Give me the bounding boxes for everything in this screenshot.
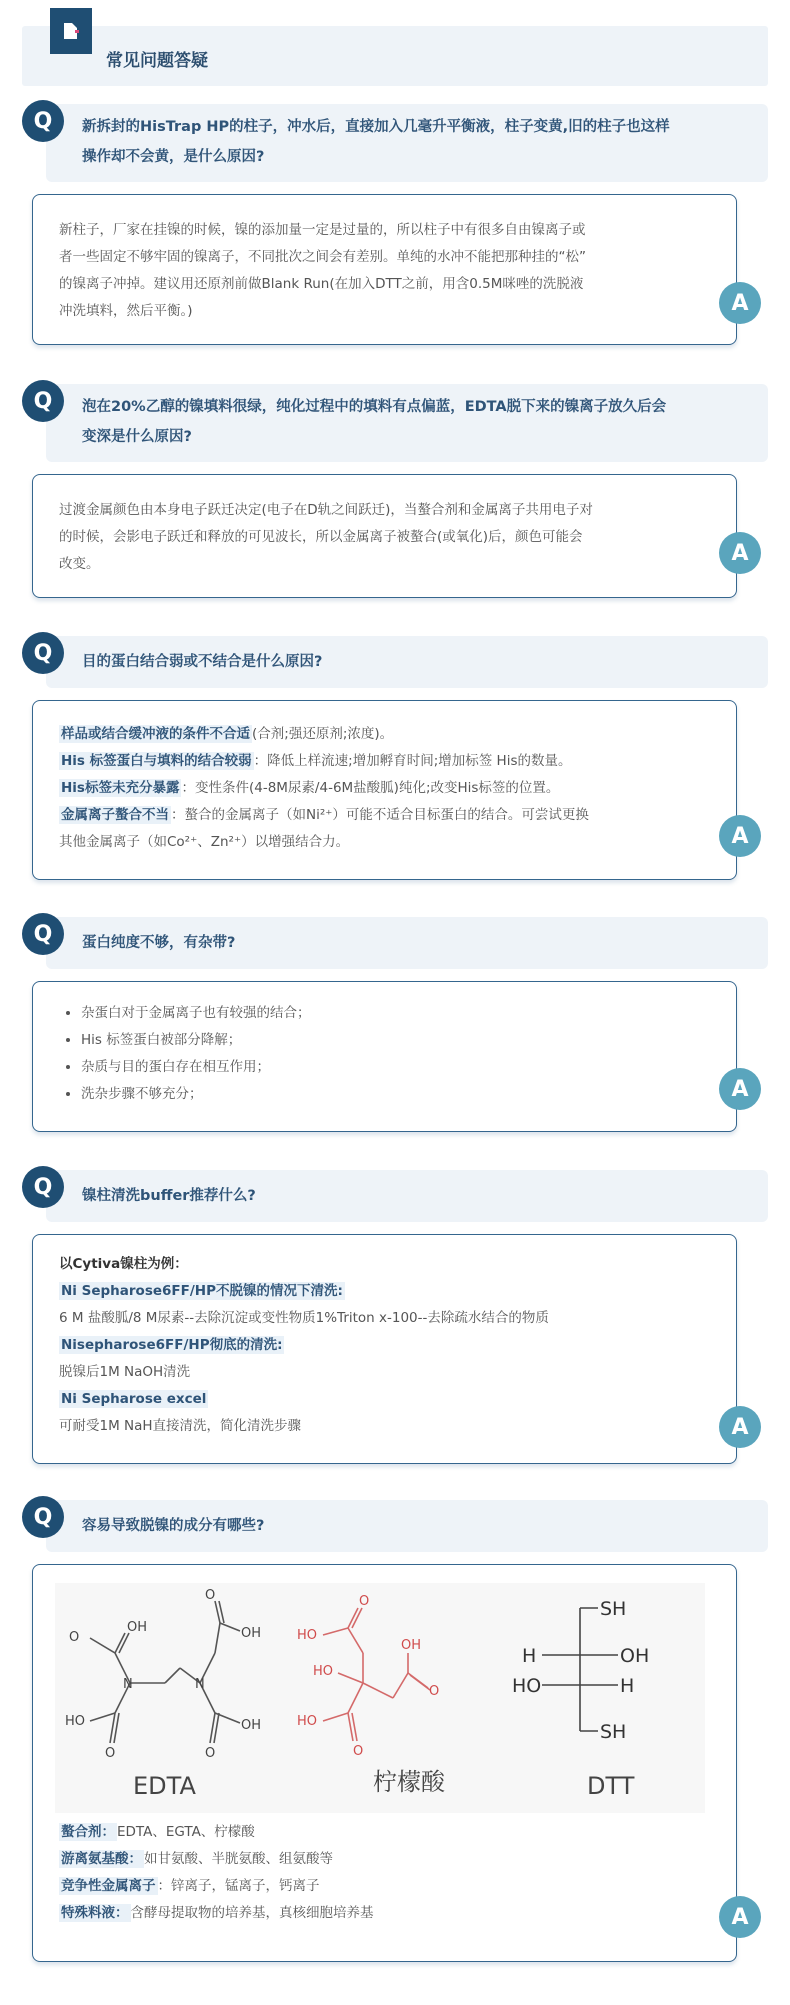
svg-text:HO: HO	[512, 1675, 542, 1697]
question-icon: Q	[22, 1166, 64, 1208]
component-highlight: 螯合剂：	[61, 1824, 115, 1840]
cleaning-heading: Nisepharose6FF/HP彻底的清洗:	[61, 1337, 283, 1353]
answer-box: 以Cytiva镍柱为例： Ni Sepharose6FF/HP不脱镍的情况下清洗: 6 M 盐酸胍/8 M尿素--去除沉淀或变性物质1%Triton x-100--去除疏水结合的物质 Nisepharose6FF/HP彻底的清洗: 脱镍后1M NaOH清洗 Ni Sepharose excel 可耐受1M NaH直接清洗，简化清洗步骤	[32, 1234, 737, 1464]
svg-text:OH: OH	[241, 1626, 262, 1641]
svg-text:SH: SH	[600, 1721, 627, 1743]
list-item: • His 标签蛋白被部分降解；	[81, 1027, 710, 1054]
svg-text:O: O	[359, 1594, 370, 1609]
answer-icon: A	[719, 1406, 761, 1448]
question-text: 蛋白纯度不够，有杂带?	[82, 935, 236, 951]
answer-icon: A	[719, 532, 761, 574]
svg-text:O: O	[205, 1746, 216, 1761]
answer-icon: A	[719, 1068, 761, 1110]
svg-text:OH: OH	[241, 1718, 262, 1733]
question-text: 目的蛋白结合弱或不结合是什么原因?	[82, 654, 323, 670]
answer-icon: A	[719, 815, 761, 857]
question-bar	[46, 104, 768, 182]
reason-highlight: His标签未充分暴露	[61, 780, 180, 796]
edta-structure	[55, 1583, 285, 1773]
component-highlight: 竞争性金属离子	[61, 1878, 156, 1894]
svg-text:O: O	[205, 1588, 216, 1603]
question-bar	[46, 1170, 768, 1222]
svg-text:H: H	[620, 1675, 635, 1697]
list-item: • 杂蛋白对于金属离子也有较强的结合；	[81, 1000, 710, 1027]
question-icon: Q	[22, 100, 64, 142]
page-title: 常见问题答疑	[106, 51, 208, 71]
dtt-label: DTT	[587, 1772, 635, 1800]
impurity-list	[59, 1000, 710, 1108]
question-text: 新拆封的HisTrap HP的柱子，冲水后，直接加入几毫升平衡液，柱子变黄,旧的柱子也这样 操作却不会黄，是什么原因?	[82, 119, 670, 165]
reason-highlight: 样品或结合缓冲液的条件不合适	[61, 726, 250, 742]
question-icon: Q	[22, 913, 64, 955]
svg-text:O: O	[69, 1630, 80, 1645]
edta-label: EDTA	[133, 1772, 196, 1800]
answer-icon: A	[719, 282, 761, 324]
question-bar	[46, 917, 768, 969]
component-highlight: 特殊料液：	[61, 1905, 129, 1921]
svg-text:O: O	[353, 1744, 364, 1759]
cleaning-heading: Ni Sepharose6FF/HP不脱镍的情况下清洗:	[61, 1283, 343, 1299]
question-icon: Q	[22, 632, 64, 674]
question-bar	[46, 384, 768, 462]
question-text: 容易导致脱镍的成分有哪些?	[82, 1518, 265, 1534]
question-icon: Q	[22, 380, 64, 422]
cleaning-intro: 以Cytiva镍柱为例：	[59, 1256, 188, 1272]
reason-highlight: His 标签蛋白与填料的结合较弱	[61, 753, 252, 769]
svg-text:N: N	[195, 1677, 205, 1692]
question-text: 镍柱清洗buffer推荐什么?	[82, 1188, 256, 1204]
answer-box: 过渡金属颜色由本身电子跃迁决定(电子在D轨之间跃迁)，当螯合剂和金属离子共用电子对 的时候，会影电子跃迁和释放的可见波长，所以金属离子被螯合(或氧化)后，颜色可能会 改变。	[32, 474, 737, 598]
chemical-structures-image	[55, 1583, 705, 1813]
svg-text:O: O	[429, 1684, 440, 1699]
question-bar	[46, 1500, 768, 1552]
svg-text:OH: OH	[401, 1638, 422, 1653]
citric-acid-label: 柠檬酸	[373, 1768, 445, 1796]
svg-text:HO: HO	[313, 1664, 334, 1679]
svg-text:HO: HO	[297, 1628, 318, 1643]
component-highlight: 游离氨基酸：	[61, 1851, 142, 1867]
list-item: • 杂质与目的蛋白存在相互作用；	[81, 1054, 710, 1081]
svg-text:O: O	[105, 1746, 116, 1761]
answer-box: O OH O OH N N HO O OH O EDTA HO O HO OH O HO O 柠檬酸 SH H OH HO H SH DTT 螯合剂： EDTA、EGTA、柠檬酸 游离氨基酸： 如甘氨酸、半胱氨酸、组氨酸等 竞争性金属离子 ：锌离子，锰离子，钙离子 特殊料液： 含酵母提取物的培养基，真核细胞培养基	[32, 1564, 737, 1962]
question-icon: Q	[22, 1496, 64, 1538]
svg-text:HO: HO	[65, 1714, 86, 1729]
dtt-structure	[510, 1583, 690, 1773]
answer-icon: A	[719, 1896, 761, 1938]
svg-text:SH: SH	[600, 1598, 627, 1620]
document-icon	[50, 8, 92, 54]
citric-acid-structure	[283, 1583, 483, 1773]
svg-text:H: H	[522, 1645, 537, 1667]
list-item: • 洗杂步骤不够充分；	[81, 1081, 710, 1108]
question-text: 泡在20%乙醇的镍填料很绿，纯化过程中的填料有点偏蓝，EDTA脱下来的镍离子放久后会 变深是什么原因?	[82, 399, 667, 445]
question-bar	[46, 636, 768, 688]
cleaning-heading: Ni Sepharose excel	[61, 1391, 207, 1407]
answer-box	[32, 981, 737, 1132]
svg-text:HO: HO	[297, 1714, 318, 1729]
svg-text:OH: OH	[620, 1645, 650, 1667]
svg-text:N: N	[123, 1677, 133, 1692]
faq-header	[22, 26, 768, 86]
svg-text:OH: OH	[127, 1620, 148, 1635]
answer-box: 样品或结合缓冲液的条件不合适 (合剂;强还原剂;浓度)。 His 标签蛋白与填料的结合较弱 ：降低上样流速;增加孵育时间;增加标签 His的数量。 His标签未充分暴露 ：变性条件(4-8M尿素/4-6M盐酸胍)纯化;改变His标签的位置。 金属离子螯合不当 ：螯合的金属离子（如Ni²⁺）可能不适合目标蛋白的结合。可尝试更换 其他金属离子（如Co²⁺、Zn²⁺）以增强结合力。	[32, 700, 737, 880]
reason-highlight: 金属离子螯合不当	[61, 807, 169, 823]
answer-box: 新柱子，厂家在挂镍的时候，镍的添加量一定是过量的，所以柱子中有很多自由镍离子或 者一些固定不够牢固的镍离子，不同批次之间会有差别。单纯的水冲不能把那种挂的“松” 的镍离子冲掉。建议用还原剂前做Blank Run(在加入DTT之前，用含0.5M咪唑的洗脱液 冲洗填料，然后平衡。)	[32, 194, 737, 345]
